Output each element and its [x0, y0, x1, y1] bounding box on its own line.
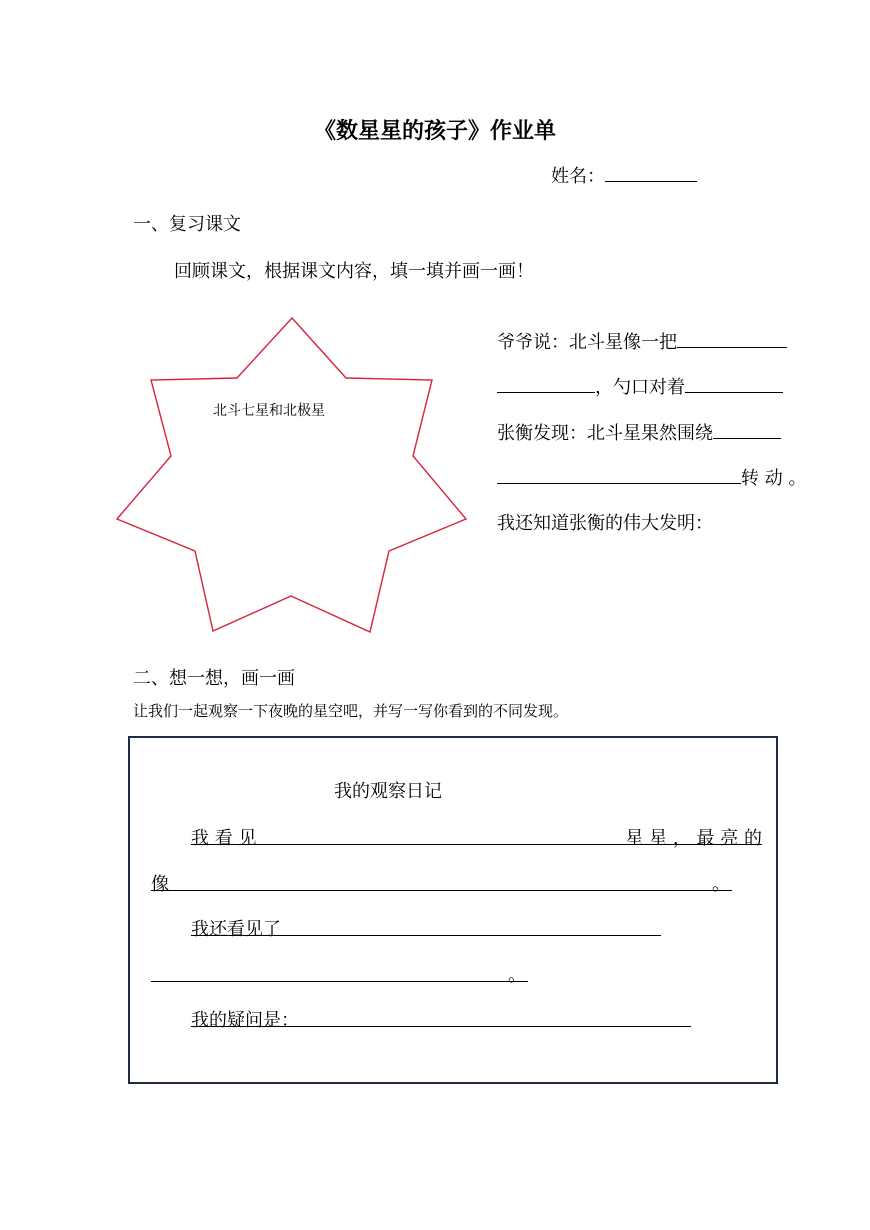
diary-row2-end: 。 — [712, 874, 730, 895]
fill-line-1 — [497, 327, 787, 354]
diary-row2-start: 像 — [151, 874, 169, 895]
diary-row1-mid: 星 星 ， 最 亮 的 — [625, 828, 762, 849]
section2-note: 让我们一起观察一下夜晚的星空吧，并写一写你看到的不同发现。 — [133, 702, 569, 720]
section1-heading: 一、复习课文 — [133, 214, 241, 235]
name-label: 姓名： — [551, 166, 605, 187]
fill-line-3-text: 张衡发现：北斗星果然围绕 — [497, 423, 713, 444]
fill-line-2 — [497, 372, 783, 399]
section1-instruction: 回顾课文，根据课文内容，填一填并画一画！ — [174, 261, 534, 282]
diary-row2-line[interactable] — [151, 890, 732, 891]
diary-row3-text: 我还看见了 — [191, 919, 281, 940]
diary-row4-line[interactable] — [151, 981, 528, 982]
blank-dipper-shape-cont[interactable] — [497, 372, 595, 393]
fill-line-3 — [497, 418, 781, 445]
diary-row5-text: 我的疑问是： — [191, 1010, 299, 1031]
fill-line-5: 我还知道张衡的伟大发明： — [497, 513, 713, 534]
star-label: 北斗七星和北极星 — [213, 403, 325, 419]
blank-rotation-center-cont[interactable] — [497, 463, 741, 484]
diary-row4-end: 。 — [508, 965, 526, 986]
section2-heading: 二、想一想，画一画 — [133, 668, 295, 689]
diary-row5-line[interactable] — [191, 1026, 691, 1027]
blank-dipper-direction[interactable] — [685, 372, 783, 393]
fill-line-4-text: 转 动 。 — [741, 468, 807, 489]
worksheet-title: 《数星星的孩子》作业单 — [313, 118, 556, 144]
blank-dipper-shape[interactable] — [677, 327, 787, 348]
fill-line-1-text: 爷爷说：北斗星像一把 — [497, 332, 677, 353]
seven-point-star-outline — [117, 318, 466, 632]
diary-row1-line[interactable] — [191, 844, 762, 845]
fill-line-2-text: ，勺口对着 — [595, 377, 685, 398]
diary-title: 我的观察日记 — [334, 781, 442, 802]
diary-row3-line[interactable] — [191, 935, 661, 936]
diary-row1-start: 我 看 见 — [191, 828, 257, 849]
blank-rotation-center[interactable] — [713, 418, 781, 439]
fill-line-4 — [497, 463, 806, 490]
